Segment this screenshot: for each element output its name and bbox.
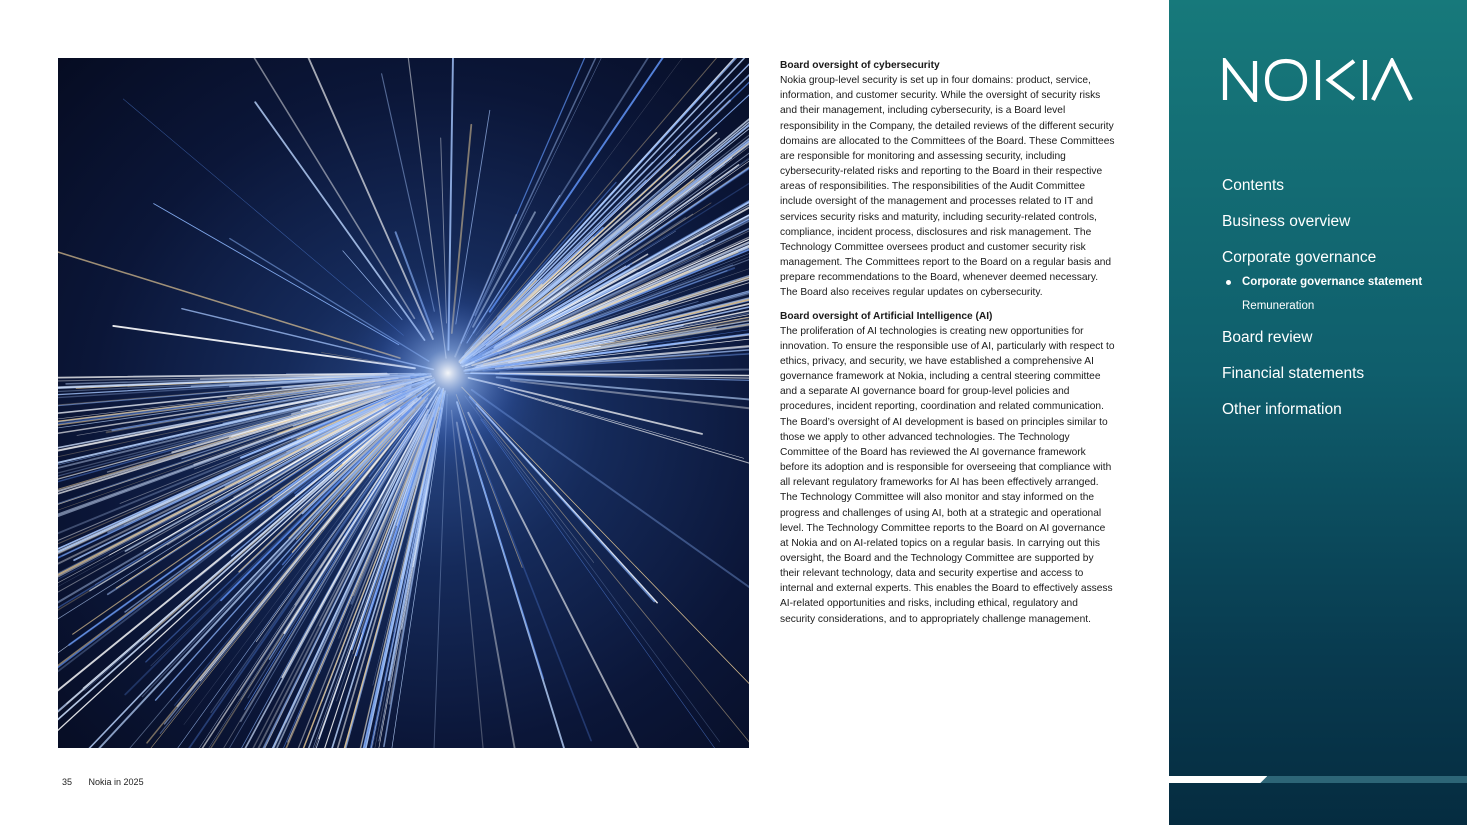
nav-item-other-information[interactable]: Other information [1222, 401, 1342, 418]
section-body-cybersecurity: Nokia group-level security is set up in four domains: product, service, information, and customer security. While the oversight of security risks and their management, including cybersecurity, is a Board level responsibility in the Company, the detailed reviews of the different security domains are allocated to the Committees of the Board. These Committees are responsible for monitoring and assessing security, including cybersecurity-related risks and reporting to the Board in their respective areas of responsibilities. The responsibilities of the Audit Committee include oversight of the management and processes related to IT and services security risks and maturity, including security-related controls, compliance, incident process, disclosures and risk management. The Technology Committee oversees product and customer security risk management. The Committees report to the Board on a regular basis and prepare recommendations to the Board, whenever deemed necessary. The Board also receives regular updates on cybersecurity. [780, 75, 1115, 299]
light-streaks-graphic [58, 58, 749, 748]
section-body-ai: The proliferation of AI technologies is creating new opportunities for innovation. To ensure the responsible use of AI, particularly with respect to ethics, privacy, and security, we have established a comprehensive AI governance framework at Nokia, including a central steering committee and a separate AI governance board for group-level policies and procedures, incident reporting, coordination and related communication. The Board’s oversight of AI development is based on principles similar to those we apply to other advanced technologies. The Technology Committee of the Board has reviewed the AI governance framework before its adoption and is responsible for overseeing that compliance with all relevant regulatory frameworks for AI has been effectively arranged. The Technology Committee will also monitor and stay informed on the progress and challenges of using AI, both at a strategic and operational level. The Technology Committee reports to the Board on AI governance at Nokia and on AI-related topics on a regular basis. In carrying out this oversight, the Board and the Technology Committee are supported by their relevant technology, data and security expertise and access to internal and external experts. This enables the Board to effectively assess AI-related opportunities and risks, including ethical, regulatory and security considerations, and to appropriately challenge management. [780, 325, 1115, 625]
subnav-item-remuneration[interactable]: Remuneration [1242, 300, 1315, 312]
report-title: Nokia in 2025 [88, 777, 144, 787]
page-footer [62, 777, 158, 787]
subnav-item-cg-statement[interactable]: Corporate governance statement [1222, 274, 1457, 290]
nav-item-corporate-governance[interactable]: Corporate governance [1222, 249, 1377, 266]
reading-progress-fill [1169, 776, 1267, 783]
sidebar-menu [1222, 176, 1457, 436]
nav-item-financial-statements[interactable]: Financial statements [1222, 365, 1365, 382]
nav-item-board-review[interactable]: Board review [1222, 329, 1313, 346]
section-heading-cybersecurity: Board oversight of cybersecurity [780, 60, 940, 71]
article-column [780, 58, 1115, 635]
section-heading-ai: Board oversight of Artificial Intelligence (AI) [780, 310, 993, 322]
nav-item-business-overview[interactable]: Business overview [1222, 213, 1351, 230]
page-number: 35 [62, 777, 73, 787]
hero-image-light-streaks [58, 58, 749, 748]
nav-item-contents[interactable]: Contents [1222, 177, 1285, 194]
nokia-logo[interactable] [1222, 58, 1414, 102]
nokia-logo-graphic [1222, 58, 1414, 102]
light-streak [124, 58, 414, 318]
sidebar-navigation [1169, 0, 1467, 825]
center-glow [328, 253, 568, 493]
corporate-governance-submenu [1222, 274, 1457, 314]
